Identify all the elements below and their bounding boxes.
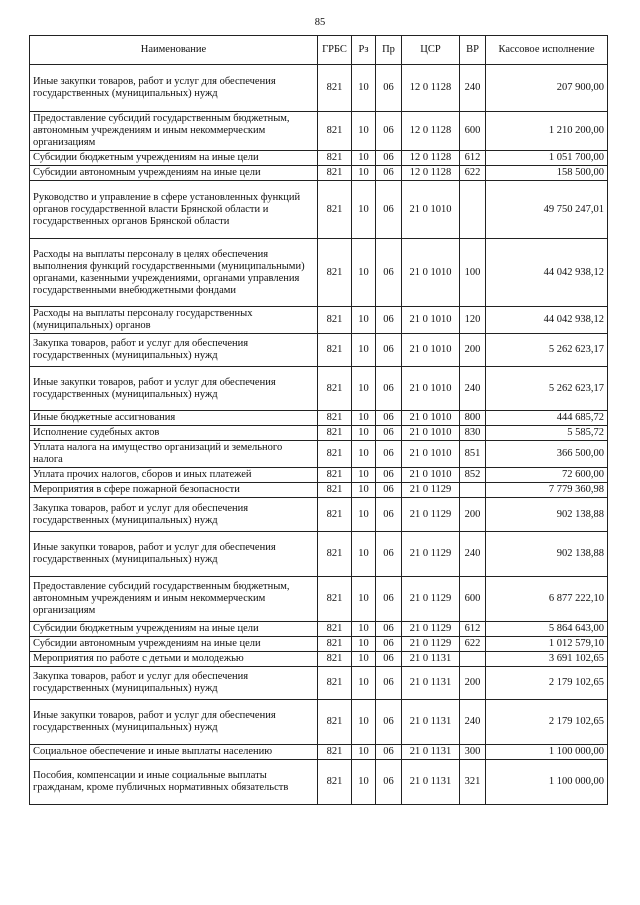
row-amount-cell: 158 500,00 [486, 166, 608, 181]
row-vr-cell [460, 483, 486, 498]
row-vr-cell: 612 [460, 622, 486, 637]
row-pr-cell: 06 [376, 239, 402, 307]
row-amount-cell: 5 262 623,17 [486, 334, 608, 367]
row-amount-cell: 72 600,00 [486, 468, 608, 483]
row-csr-cell: 21 0 1010 [402, 441, 460, 468]
row-grbs-cell: 821 [318, 483, 352, 498]
table-row [30, 745, 608, 760]
row-grbs-cell: 821 [318, 498, 352, 532]
row-csr-cell: 21 0 1010 [402, 181, 460, 239]
row-name-cell: Субсидии бюджетным учреждениям на иные цели [30, 151, 318, 166]
row-name-cell: Социальное обеспечение и иные выплаты населению [30, 745, 318, 760]
row-amount-cell: 1 012 579,10 [486, 637, 608, 652]
row-grbs-cell: 821 [318, 65, 352, 112]
row-pr-cell: 06 [376, 483, 402, 498]
table-row [30, 532, 608, 577]
row-grbs-cell: 821 [318, 151, 352, 166]
column-header-pr: Пр [376, 36, 402, 65]
row-vr-cell: 600 [460, 112, 486, 151]
row-pr-cell: 06 [376, 367, 402, 411]
row-grbs-cell: 821 [318, 667, 352, 700]
row-grbs-cell: 821 [318, 334, 352, 367]
row-vr-cell [460, 181, 486, 239]
row-name-cell: Расходы на выплаты персоналу в целях обеспечения выполнения функций государственными (муниципальными) органами, казенными учреждениями, органами управления государственными внебюджетными фондами [30, 239, 318, 307]
row-vr-cell: 612 [460, 151, 486, 166]
row-grbs-cell: 821 [318, 700, 352, 745]
row-rz-cell: 10 [352, 745, 376, 760]
row-grbs-cell: 821 [318, 307, 352, 334]
row-grbs-cell: 821 [318, 637, 352, 652]
row-amount-cell: 49 750 247,01 [486, 181, 608, 239]
row-grbs-cell: 821 [318, 652, 352, 667]
row-rz-cell: 10 [352, 637, 376, 652]
table-row [30, 112, 608, 151]
table-row [30, 622, 608, 637]
row-vr-cell: 321 [460, 760, 486, 805]
row-vr-cell: 240 [460, 532, 486, 577]
table-row [30, 367, 608, 411]
row-vr-cell: 622 [460, 166, 486, 181]
row-name-cell: Мероприятия по работе с детьми и молодежью [30, 652, 318, 667]
row-pr-cell: 06 [376, 112, 402, 151]
row-pr-cell: 06 [376, 334, 402, 367]
row-name-cell: Уплата прочих налогов, сборов и иных платежей [30, 468, 318, 483]
row-csr-cell: 12 0 1128 [402, 65, 460, 112]
row-grbs-cell: 821 [318, 577, 352, 622]
column-header-vr: ВР [460, 36, 486, 65]
row-amount-cell: 1 100 000,00 [486, 745, 608, 760]
row-csr-cell: 21 0 1010 [402, 426, 460, 441]
row-name-cell: Субсидии бюджетным учреждениям на иные цели [30, 622, 318, 637]
row-amount-cell: 2 179 102,65 [486, 667, 608, 700]
row-csr-cell: 12 0 1128 [402, 112, 460, 151]
row-pr-cell: 06 [376, 426, 402, 441]
row-amount-cell: 902 138,88 [486, 498, 608, 532]
row-amount-cell: 2 179 102,65 [486, 700, 608, 745]
row-pr-cell: 06 [376, 652, 402, 667]
row-name-cell: Расходы на выплаты персоналу государственных (муниципальных) органов [30, 307, 318, 334]
row-amount-cell: 1 210 200,00 [486, 112, 608, 151]
row-csr-cell: 21 0 1010 [402, 239, 460, 307]
column-header-rz: Рз [352, 36, 376, 65]
row-grbs-cell: 821 [318, 468, 352, 483]
row-pr-cell: 06 [376, 532, 402, 577]
row-rz-cell: 10 [352, 760, 376, 805]
row-grbs-cell: 821 [318, 441, 352, 468]
row-rz-cell: 10 [352, 367, 376, 411]
row-csr-cell: 21 0 1010 [402, 307, 460, 334]
row-amount-cell: 5 585,72 [486, 426, 608, 441]
row-csr-cell: 12 0 1128 [402, 151, 460, 166]
table-row [30, 411, 608, 426]
row-csr-cell: 12 0 1128 [402, 166, 460, 181]
table-row [30, 700, 608, 745]
row-pr-cell: 06 [376, 622, 402, 637]
row-name-cell: Предоставление субсидий государственным бюджетным, автономным учреждениям и иным некоммерческим организациям [30, 112, 318, 151]
table-row [30, 667, 608, 700]
row-rz-cell: 10 [352, 483, 376, 498]
row-amount-cell: 444 685,72 [486, 411, 608, 426]
table-row [30, 441, 608, 468]
row-pr-cell: 06 [376, 667, 402, 700]
row-csr-cell: 21 0 1129 [402, 532, 460, 577]
row-rz-cell: 10 [352, 112, 376, 151]
row-vr-cell: 600 [460, 577, 486, 622]
row-grbs-cell: 821 [318, 745, 352, 760]
row-csr-cell: 21 0 1131 [402, 667, 460, 700]
row-name-cell: Иные бюджетные ассигнования [30, 411, 318, 426]
row-amount-cell: 207 900,00 [486, 65, 608, 112]
row-csr-cell: 21 0 1131 [402, 700, 460, 745]
row-vr-cell: 200 [460, 498, 486, 532]
table-row [30, 468, 608, 483]
row-pr-cell: 06 [376, 166, 402, 181]
row-pr-cell: 06 [376, 411, 402, 426]
table-row [30, 483, 608, 498]
row-pr-cell: 06 [376, 468, 402, 483]
row-vr-cell: 100 [460, 239, 486, 307]
table-row [30, 307, 608, 334]
row-vr-cell: 622 [460, 637, 486, 652]
table-row [30, 181, 608, 239]
row-vr-cell [460, 652, 486, 667]
row-csr-cell: 21 0 1129 [402, 637, 460, 652]
row-csr-cell: 21 0 1010 [402, 367, 460, 411]
row-rz-cell: 10 [352, 181, 376, 239]
row-name-cell: Предоставление субсидий государственным бюджетным, автономным учреждениям и иным некоммерческим организациям [30, 577, 318, 622]
table-row [30, 166, 608, 181]
row-grbs-cell: 821 [318, 532, 352, 577]
row-rz-cell: 10 [352, 667, 376, 700]
row-amount-cell: 5 262 623,17 [486, 367, 608, 411]
table-header-row [30, 36, 608, 65]
row-rz-cell: 10 [352, 151, 376, 166]
row-name-cell: Субсидии автономным учреждениям на иные цели [30, 637, 318, 652]
table-body [30, 65, 608, 805]
row-amount-cell: 902 138,88 [486, 532, 608, 577]
table-row [30, 239, 608, 307]
row-vr-cell: 852 [460, 468, 486, 483]
row-rz-cell: 10 [352, 468, 376, 483]
row-rz-cell: 10 [352, 166, 376, 181]
row-name-cell: Мероприятия в сфере пожарной безопасности [30, 483, 318, 498]
row-vr-cell: 240 [460, 367, 486, 411]
row-grbs-cell: 821 [318, 112, 352, 151]
row-name-cell: Иные закупки товаров, работ и услуг для обеспечения государственных (муниципальных) нужд [30, 700, 318, 745]
row-csr-cell: 21 0 1131 [402, 745, 460, 760]
row-name-cell: Пособия, компенсации и иные социальные выплаты гражданам, кроме публичных нормативных обязательств [30, 760, 318, 805]
row-name-cell: Иные закупки товаров, работ и услуг для обеспечения государственных (муниципальных) нужд [30, 65, 318, 112]
row-pr-cell: 06 [376, 151, 402, 166]
row-rz-cell: 10 [352, 652, 376, 667]
row-rz-cell: 10 [352, 426, 376, 441]
row-csr-cell: 21 0 1129 [402, 483, 460, 498]
row-name-cell: Закупка товаров, работ и услуг для обеспечения государственных (муниципальных) нужд [30, 667, 318, 700]
row-rz-cell: 10 [352, 334, 376, 367]
row-name-cell: Исполнение судебных актов [30, 426, 318, 441]
table-row [30, 334, 608, 367]
row-pr-cell: 06 [376, 700, 402, 745]
column-header-csr: ЦСР [402, 36, 460, 65]
column-header-grbs: ГРБС [318, 36, 352, 65]
row-rz-cell: 10 [352, 622, 376, 637]
row-grbs-cell: 821 [318, 411, 352, 426]
row-amount-cell: 3 691 102,65 [486, 652, 608, 667]
row-rz-cell: 10 [352, 577, 376, 622]
row-pr-cell: 06 [376, 65, 402, 112]
row-grbs-cell: 821 [318, 166, 352, 181]
row-vr-cell: 200 [460, 667, 486, 700]
row-rz-cell: 10 [352, 532, 376, 577]
row-vr-cell: 851 [460, 441, 486, 468]
row-vr-cell: 240 [460, 65, 486, 112]
row-name-cell: Руководство и управление в сфере установленных функций органов государственной власти Брянской области и государственных органов Брянской области [30, 181, 318, 239]
row-pr-cell: 06 [376, 498, 402, 532]
row-csr-cell: 21 0 1129 [402, 577, 460, 622]
row-grbs-cell: 821 [318, 426, 352, 441]
row-amount-cell: 6 877 222,10 [486, 577, 608, 622]
row-amount-cell: 44 042 938,12 [486, 307, 608, 334]
row-rz-cell: 10 [352, 441, 376, 468]
row-name-cell: Иные закупки товаров, работ и услуг для обеспечения государственных (муниципальных) нужд [30, 532, 318, 577]
row-vr-cell: 300 [460, 745, 486, 760]
row-csr-cell: 21 0 1131 [402, 760, 460, 805]
page-number: 85 [314, 17, 326, 28]
row-rz-cell: 10 [352, 411, 376, 426]
row-rz-cell: 10 [352, 307, 376, 334]
row-name-cell: Закупка товаров, работ и услуг для обеспечения государственных (муниципальных) нужд [30, 334, 318, 367]
row-vr-cell: 120 [460, 307, 486, 334]
row-vr-cell: 240 [460, 700, 486, 745]
table-row [30, 498, 608, 532]
row-grbs-cell: 821 [318, 367, 352, 411]
row-name-cell: Иные закупки товаров, работ и услуг для обеспечения государственных (муниципальных) нужд [30, 367, 318, 411]
row-amount-cell: 1 100 000,00 [486, 760, 608, 805]
row-pr-cell: 06 [376, 181, 402, 239]
row-pr-cell: 06 [376, 441, 402, 468]
row-grbs-cell: 821 [318, 622, 352, 637]
row-grbs-cell: 821 [318, 239, 352, 307]
table-row [30, 652, 608, 667]
row-vr-cell: 800 [460, 411, 486, 426]
budget-table [29, 35, 608, 805]
row-pr-cell: 06 [376, 760, 402, 805]
row-amount-cell: 7 779 360,98 [486, 483, 608, 498]
row-vr-cell: 200 [460, 334, 486, 367]
row-pr-cell: 06 [376, 307, 402, 334]
row-csr-cell: 21 0 1131 [402, 652, 460, 667]
column-header-name: Наименование [30, 36, 318, 65]
row-csr-cell: 21 0 1010 [402, 468, 460, 483]
row-pr-cell: 06 [376, 745, 402, 760]
row-name-cell: Субсидии автономным учреждениям на иные цели [30, 166, 318, 181]
row-rz-cell: 10 [352, 700, 376, 745]
row-grbs-cell: 821 [318, 181, 352, 239]
row-amount-cell: 5 864 643,00 [486, 622, 608, 637]
row-rz-cell: 10 [352, 65, 376, 112]
column-header-amount: Кассовое исполнение [486, 36, 608, 65]
row-name-cell: Закупка товаров, работ и услуг для обеспечения государственных (муниципальных) нужд [30, 498, 318, 532]
table-row [30, 577, 608, 622]
row-csr-cell: 21 0 1129 [402, 498, 460, 532]
row-rz-cell: 10 [352, 498, 376, 532]
table-row [30, 760, 608, 805]
row-grbs-cell: 821 [318, 760, 352, 805]
table-row [30, 637, 608, 652]
table-row [30, 426, 608, 441]
row-csr-cell: 21 0 1010 [402, 334, 460, 367]
row-rz-cell: 10 [352, 239, 376, 307]
row-amount-cell: 366 500,00 [486, 441, 608, 468]
row-amount-cell: 44 042 938,12 [486, 239, 608, 307]
row-pr-cell: 06 [376, 637, 402, 652]
table-row [30, 151, 608, 166]
row-name-cell: Уплата налога на имущество организаций и земельного налога [30, 441, 318, 468]
row-amount-cell: 1 051 700,00 [486, 151, 608, 166]
row-csr-cell: 21 0 1129 [402, 622, 460, 637]
row-csr-cell: 21 0 1010 [402, 411, 460, 426]
row-vr-cell: 830 [460, 426, 486, 441]
table-row [30, 65, 608, 112]
row-pr-cell: 06 [376, 577, 402, 622]
